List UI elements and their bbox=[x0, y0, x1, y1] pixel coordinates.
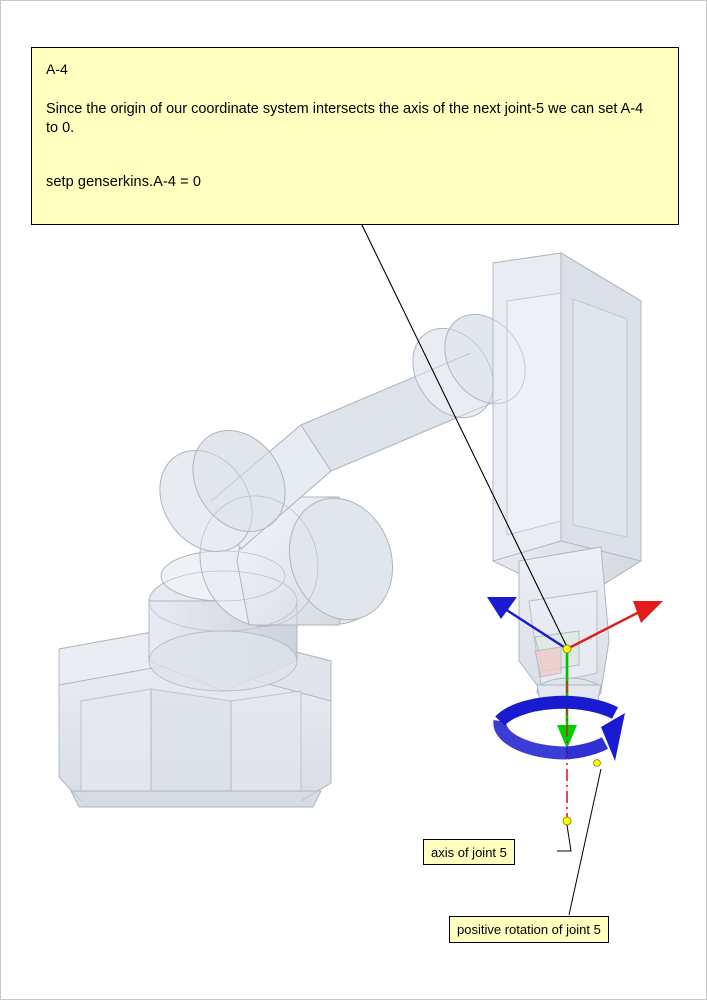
leader-line-note bbox=[361, 223, 567, 647]
label-axis-of-joint-5: axis of joint 5 bbox=[423, 839, 515, 865]
y-axis-arrow bbox=[487, 597, 567, 649]
leader-line-axis-label bbox=[557, 825, 571, 851]
axis-point-marker bbox=[563, 817, 571, 825]
joint5-rotation-arrow bbox=[500, 702, 625, 766]
note-callout-box bbox=[31, 47, 679, 225]
label-positive-rotation-of-joint-5: positive rotation of joint 5 bbox=[449, 916, 609, 943]
note-code-line: setp genserkins.A-4 = 0 bbox=[46, 174, 202, 190]
x-axis-arrow bbox=[567, 601, 663, 649]
frame-origin-marker bbox=[563, 645, 571, 653]
note-body-text: Since the origin of our coordinate system intersects the axis of the next joint-5 we can set A-4 to 0. bbox=[46, 101, 644, 136]
z-axis-arrow bbox=[557, 649, 577, 749]
note-heading: A-4 bbox=[46, 61, 68, 77]
leader-line-rotation-label bbox=[569, 769, 601, 915]
